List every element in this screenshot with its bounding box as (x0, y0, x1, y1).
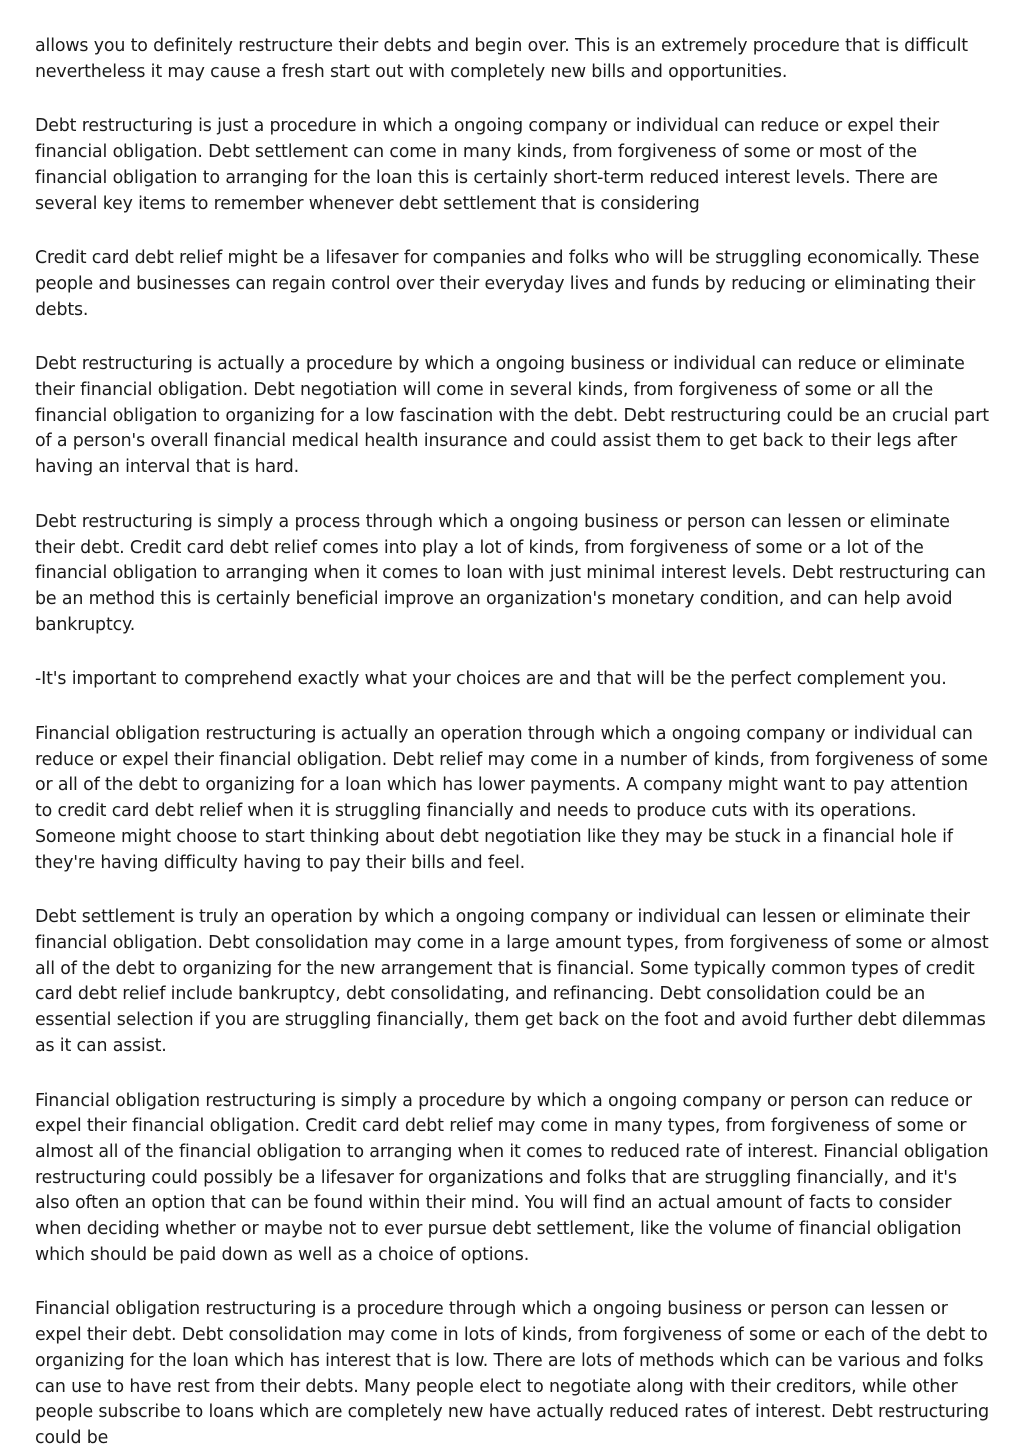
paragraph-3: Credit card debt relief might be a lifesaver for companies and folks who will be struggling economically. These people and businesses can regain control over their everyday lives and funds by reducing or eliminating their debts. (35, 248, 980, 320)
paragraph-5: Debt restructuring is simply a process through which a ongoing business or person can lessen or eliminate their debt. Credit card debt relief comes into play a lot of kinds, from forgiveness of some or a lot of the financial obligation to arranging when it comes to loan with just minimal interest levels. Debt restructuring can be an method this is certainly beneficial improve an organization's monetary condition, and can help avoid bankruptcy. (35, 511, 986, 635)
paragraph-10: Financial obligation restructuring is a procedure through which a ongoing business or person can lessen or expel their debt. Debt consolidation may come in lots of kinds, from forgiveness of some or each of the debt to organizing for the loan which has interest that is low. There are lots of methods which can be various and folks can use to have rest from their debts. Many people elect to negotiate along with their creditors, while other people subscribe to loans which are completely new have actually reduced rates of interest. Debt restructuring could be (35, 1299, 990, 1448)
paragraph-7: Financial obligation restructuring is actually an operation through which a ongoing company or individual can reduce or expel their financial obligation. Debt relief may come in a number of kinds, from forgiveness of some or all of the debt to organizing for a loan which has lower payments. A company might want to pay attention to credit card debt relief when it is struggling financially and needs to produce cuts with its operations. Someone might choose to start thinking about debt negotiation like they may be stuck in a financial hole if they're having difficulty having to pay their bills and feel. (35, 724, 988, 873)
paragraph-9: Financial obligation restructuring is simply a procedure by which a ongoing company or person can reduce or expel their financial obligation. Credit card debt relief may come in many types, from forgiveness of some or almost all of the financial obligation to arranging when it comes to reduced rate of interest. Financial obligation restructuring could possibly be a lifesaver for organizations and folks that are struggling financially, and it's also often an option that can be found within their mind. You will find an actual amount of facts to consider when deciding whether or maybe not to ever pursue debt settlement, like the volume of financial obligation which should be paid down as well as a choice of options. (35, 1090, 989, 1265)
paragraph-8: Debt settlement is truly an operation by which a ongoing company or individual can lessen or eliminate their financial obligation. Debt consolidation may come in a large amount types, from forgiveness of some or almost all of the debt to organizing for the new arrangement that is financial. Some typically common types of credit card debt relief include bankruptcy, debt consolidating, and refinancing. Debt consolidation could be an essential selection if you are struggling financially, them get back on the foot and avoid further debt dilemmas as it can assist. (35, 907, 989, 1056)
paragraph-2: Debt restructuring is just a procedure in which a ongoing company or individual can reduce or expel their financial obligation. Debt settlement can come in many kinds, from forgiveness of some or most of the financial obligation to arranging for the loan this is certainly short-term reduced interest levels. There are several key items to remember whenever debt settlement that is considering (35, 116, 939, 214)
paragraph-1: allows you to definitely restructure their debts and begin over. This is an extremely procedure that is difficult nevertheless it may cause a fresh start out with completely new bills and opportunities. (35, 36, 968, 82)
paragraph-6: -It's important to comprehend exactly what your choices are and that will be the perfect complement you. (35, 669, 947, 690)
paragraph-4: Debt restructuring is actually a procedure by which a ongoing business or individual can reduce or eliminate their financial obligation. Debt negotiation will come in several kinds, from forgiveness of some or all the financial obligation to organizing for a low fascination with the debt. Debt restructuring could be an crucial part of a person's overall financial medical health insurance and could assist them to get back to their legs after having an interval that is hard. (35, 354, 989, 478)
document-body (35, 34, 990, 1452)
